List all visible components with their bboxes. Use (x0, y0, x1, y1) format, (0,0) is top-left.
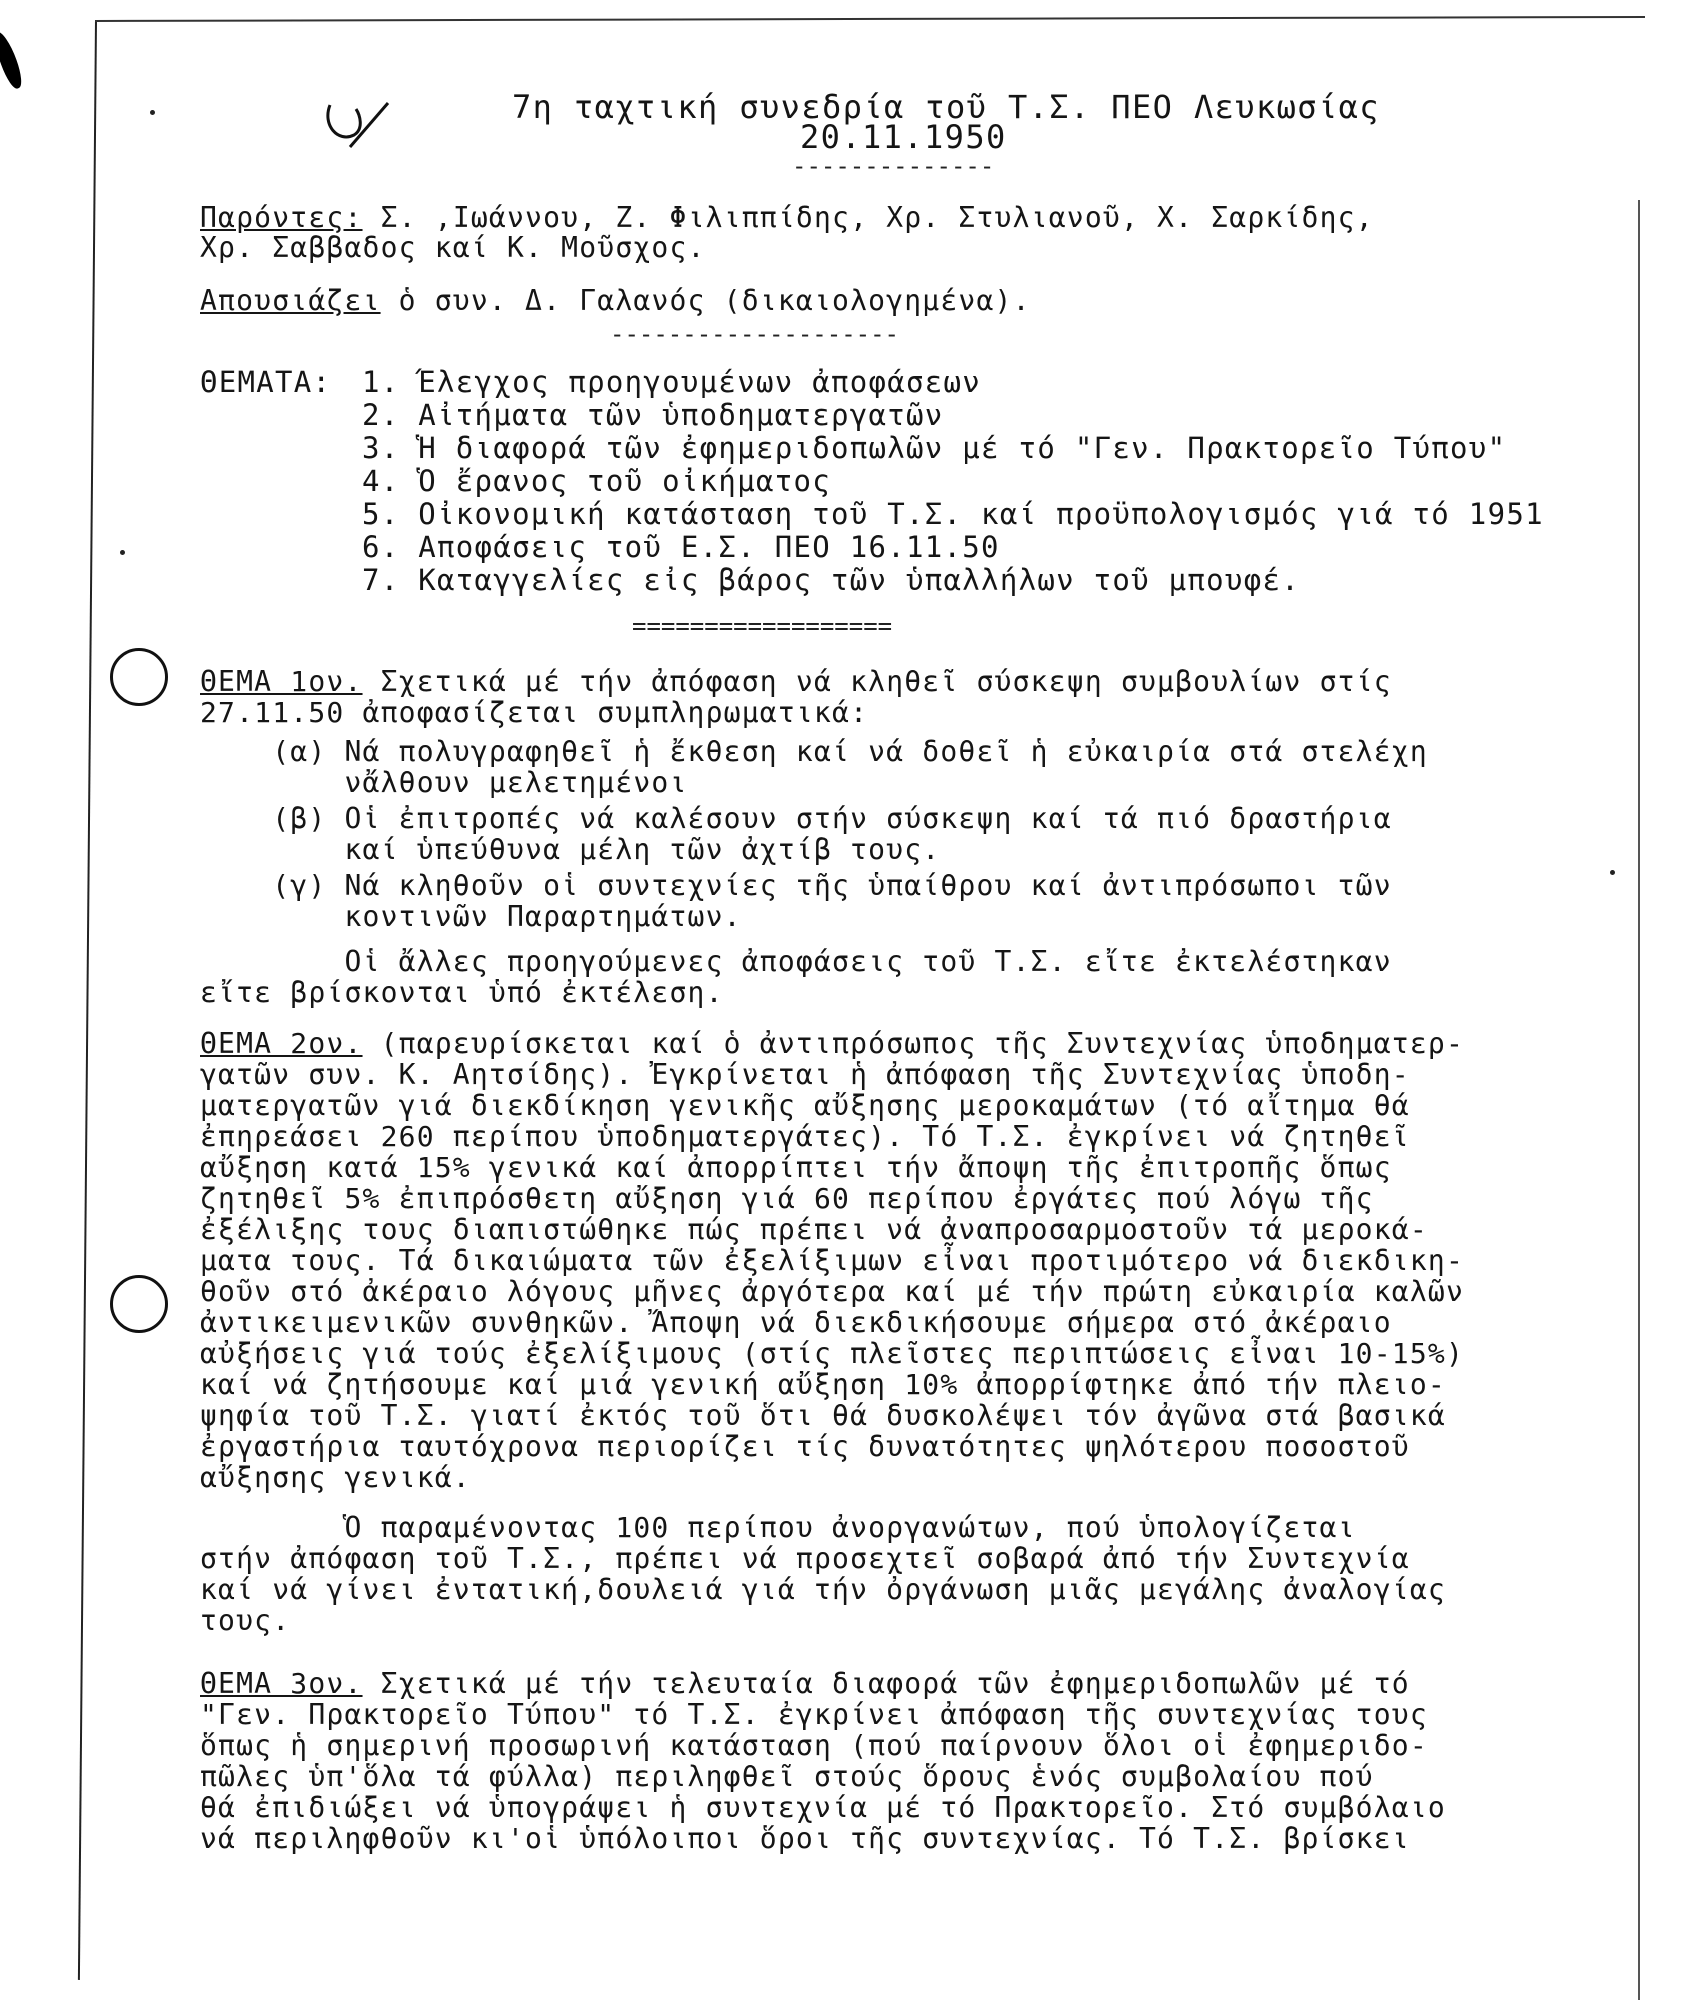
attendance-rule: -------------------- (610, 320, 899, 348)
title-rule: -------------- (792, 152, 995, 180)
present-line-1 (200, 202, 1374, 233)
page-right-edge (1638, 200, 1640, 2000)
topic2-line-8: ματα τους. Τά δικαιώματα τῶν ἐξελίξιμων εἶναι προτιμότερο νά διεκδικη- (200, 1244, 1465, 1277)
topic1-line-9: Οἱ ἄλλες προηγούμενες ἀποφάσεις τοῦ Τ.Σ. εἴτε ἐκτελέστηκαν (200, 945, 1392, 978)
scan-speck (120, 550, 125, 555)
topic2-line-10: ἀντικειμενικῶν συνθηκῶν. Ἄποψη νά διεκδικήσουμε σήμερα στό ἀκέραιο (200, 1306, 1392, 1339)
topic2-line-5: αὔξηση κατά 15% γενικά καί ἀπορρίπτει τήν ἄποψη τῆς ἐπιτροπῆς ὅπως (200, 1151, 1392, 1184)
handwritten-mark-icon (320, 95, 400, 165)
page-top-edge (95, 16, 1645, 22)
topic2-line-11: αὐξήσεις γιά τούς ἐξελίξιμους (στίς πλεῖστες περιπτώσεις εἶναι 10-15%) (200, 1337, 1465, 1370)
topic2-line-15: αὔξησης γενικά. (200, 1461, 471, 1494)
topic2-line-1 (200, 1028, 1464, 1059)
agenda-item-5: 5. Οἰκονομική κατάσταση τοῦ Τ.Σ. καί προϋπολογισμός γιά τό 1951 (362, 497, 1544, 531)
topic2-text: (παρευρίσκεται καί ὁ ἀντιπρόσωπος τῆς Συντεχνίας ὑποδηματερ- (362, 1027, 1465, 1060)
topic2-line-17: στήν ἀπόφαση τοῦ Τ.Σ., πρέπει νά προσεχτεῖ σοβαρά ἀπό τήν Συντεχνία (200, 1542, 1410, 1575)
topic3-line-4: πῶλες ὑπ'ὅλα τά φύλλα) περιληφθεῖ στούς ὅρους ἑνός συμβολαίου πού (200, 1760, 1374, 1793)
present-names: Σ. ,Ιωάννου, Ζ. Φιλιππίδης, Χρ. Στυλιανοῦ, Χ. Σαρκίδης, (362, 201, 1374, 234)
topic1-line-7: (γ) Νά κληθοῦν οἱ συντεχνίες τῆς ὑπαίθρου καί ἀντιπρόσωποι τῶν (200, 869, 1392, 902)
document-title: 7η ταχτική συνεδρία τοῦ Τ.Σ. ΠΕΟ Λευκωσίας (512, 88, 1380, 126)
topic2-line-6: ζητηθεῖ 5% ἐπιπρόσθετη αὔξηση γιά 60 περίπου ἐργάτες πού λόγω τῆς (200, 1182, 1374, 1215)
agenda-item-4: 4. Ὁ ἔρανος τοῦ οἰκήματος (362, 464, 831, 498)
topic3-line-3: ὅπως ἡ σημερινή προσωρινή κατάσταση (πού παίρνουν ὅλοι οἱ ἐφημεριδο- (200, 1729, 1428, 1762)
agenda-item-3: 3. Ἡ διαφορά τῶν ἐφημεριδοπωλῶν μέ τό "Γεν. Πρακτορεῖο Τύπου" (362, 431, 1507, 465)
present-label: Παρόντες: (200, 201, 363, 234)
agenda-item-2: 2. Αἰτήματα τῶν ὑποδηματεργατῶν (362, 398, 944, 432)
topic2-label: ΘΕΜΑ 2ον. (200, 1027, 363, 1060)
topic3-label: ΘΕΜΑ 3ον. (200, 1667, 363, 1700)
absent-text: ὁ συν. Δ. Γαλανός (δικαιολογημένα). (380, 284, 1031, 317)
topic3-line-5: θά ἐπιδιώξει νά ὑπογράψει ἡ συντεχνία μέ τό Πρακτορεῖο. Στό συμβόλαιο (200, 1791, 1446, 1824)
topic2-line-7: ἐξέλιξης τους διαπιστώθηκε πώς πρέπει νά ἀναπροσαρμοστοῦν τά μεροκά- (200, 1213, 1428, 1246)
topic1-line-4: νἄλθουν μελετημένοι (200, 766, 688, 799)
agenda-label: ΘΕΜΑΤΑ: (200, 365, 332, 399)
topic2-line-2: γατῶν συν. Κ. Αητσίδης). Ἐγκρίνεται ἡ ἀπόφαση τῆς Συντεχνίας ὑποδη- (200, 1058, 1410, 1091)
punch-hole (110, 648, 168, 706)
topic2-line-19: τους. (200, 1604, 291, 1637)
topic1-line-2: 27.11.50 ἀποφασίζεται συμπληρωματικά: (200, 696, 869, 729)
present-line-2: Χρ. Σαββαδος καί Κ. Μοῦσχος. (200, 231, 706, 264)
topic1-line-6: καί ὑπεύθυνα μέλη τῶν ἀχτίβ τους. (200, 833, 941, 866)
topic2-line-12: καί νά ζητήσουμε καί μιά γενική αὔξηση 10% ἀπορρίφτηκε ἀπό τήν πλειο- (200, 1368, 1446, 1401)
absent-label: Απουσιάζει (200, 284, 381, 317)
topic1-line-1 (200, 666, 1392, 697)
topic1-line-3: (α) Νά πολυγραφηθεῖ ἡ ἔκθεση καί νά δοθεῖ ἡ εὐκαιρία στά στελέχη (200, 735, 1428, 768)
topic3-text: Σχετικά μέ τήν τελευταία διαφορά τῶν ἐφημεριδοπωλῶν μέ τό (362, 1667, 1410, 1700)
topic2-line-16: Ὁ παραμένοντας 100 περίπου ἀνοργανώτων, πού ὑπολογίζεται (200, 1511, 1356, 1544)
scan-blot (0, 29, 26, 91)
topic2-line-9: θοῦν στό ἀκέραιο λόγους μῆνες ἀργότερα καί μέ τήν πρώτη εὐκαιρία καλῶν (200, 1275, 1465, 1308)
topic2-line-13: ψηφία τοῦ Τ.Σ. γιατί ἐκτός τοῦ ὅτι θά δυσκολέψει τόν ἀγῶνα στά βασικά (200, 1399, 1446, 1432)
topic2-line-4: ἐπηρεάσει 260 περίπου ὑποδηματεργάτες). Τό Τ.Σ. ἐγκρίνει νά ζητηθεῖ (200, 1120, 1410, 1153)
topic2-line-3: ματεργατῶν γιά διεκδίκηση γενικῆς αὔξησης μεροκαμάτων (τό αἴτημα θά (200, 1089, 1410, 1122)
absent-line (200, 285, 1031, 316)
topic1-text: Σχετικά μέ τήν ἀπόφαση νά κληθεῖ σύσκεψη συμβουλίων στίς (362, 665, 1392, 698)
topic1-label: ΘΕΜΑ 1ον. (200, 665, 363, 698)
page-left-edge (78, 20, 97, 1980)
agenda-item-6: 6. Αποφάσεις τοῦ Ε.Σ. ΠΕΟ 16.11.50 (362, 530, 1000, 564)
agenda-item-7: 7. Καταγγελίες εἰς βάρος τῶν ὑπαλλήλων τοῦ μπουφέ. (362, 563, 1300, 597)
agenda-item-1: 1. Έλεγχος προηγουμένων ἀποφάσεων (362, 365, 982, 399)
scan-speck (1610, 870, 1615, 875)
topic3-line-6: νά περιληφθοῦν κι'οἱ ὑπόλοιποι ὅροι τῆς συντεχνίας. Τό Τ.Σ. βρίσκει (200, 1822, 1410, 1855)
agenda-rule: ================== (632, 612, 893, 640)
topic1-line-8: κοντινῶν Παραρτημάτων. (200, 900, 742, 933)
topic1-line-5: (β) Οἱ ἐπιτροπές νά καλέσουν στήν σύσκεψη καί τά πιό δραστήρια (200, 802, 1392, 835)
meeting-date: 20.11.1950 (800, 118, 1007, 156)
scan-speck (150, 110, 155, 115)
topic2-line-18: καί νά γίνει ἐντατική,δουλειά γιά τήν ὀργάνωση μιᾶς μεγάλης ἀναλογίας (200, 1573, 1446, 1606)
punch-hole (110, 1275, 168, 1333)
topic3-line-2: "Γεν. Πρακτορεῖο Τύπου" τό Τ.Σ. ἐγκρίνει ἀπόφαση τῆς συντεχνίας τους (200, 1698, 1428, 1731)
topic2-line-14: ἐργαστήρια ταυτόχρονα περιορίζει τίς δυνατότητες ψηλότερου ποσοστοῦ (200, 1430, 1410, 1463)
topic3-line-1 (200, 1668, 1410, 1699)
topic1-line-10: εἴτε βρίσκονται ὑπό ἐκτέλεση. (200, 976, 724, 1009)
